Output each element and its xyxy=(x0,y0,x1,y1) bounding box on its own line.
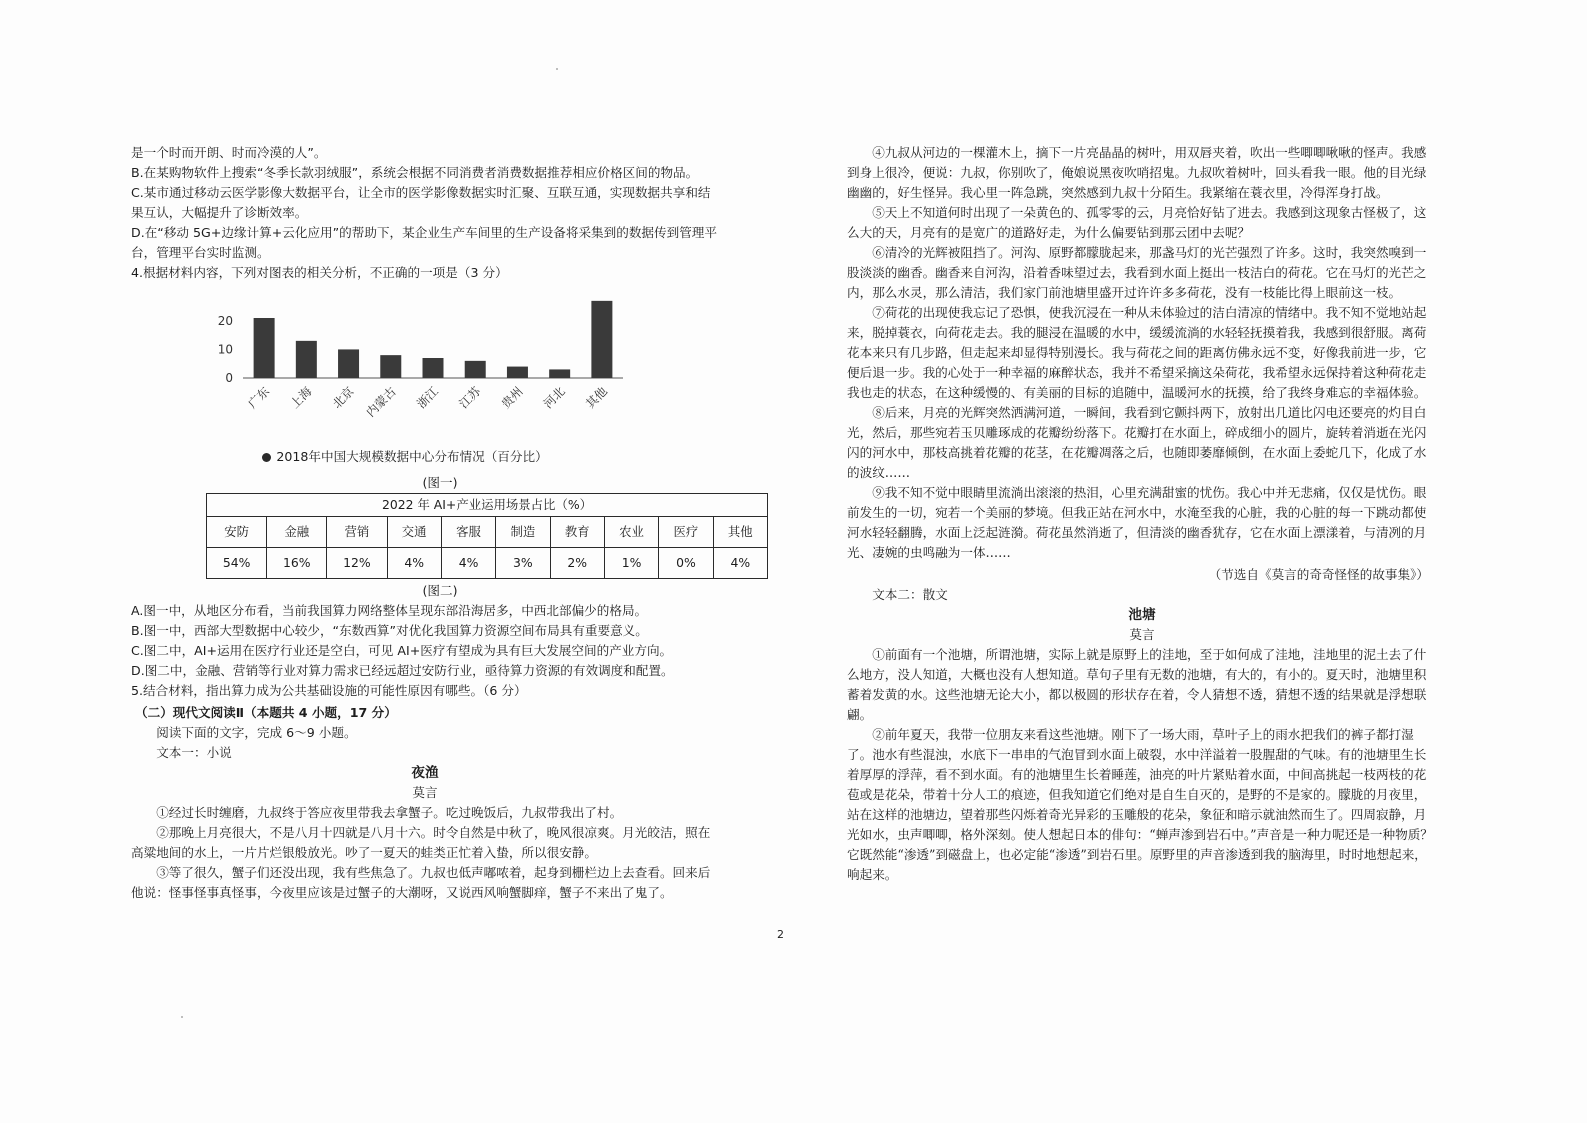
question-4: 4.根据材料内容，下列对图表的相关分析，不正确的一项是（3 分） xyxy=(131,265,508,280)
paragraph: 是一个时而开朗、时而冷漠的人”。 xyxy=(131,145,327,160)
bar-其他 xyxy=(591,301,612,378)
table-value-cell: 4% xyxy=(387,548,441,579)
option-c: C.某市通过移动云医学影像大数据平台，让全市的医学影像数据实时汇聚、互联互通，实现数据共享和结果互认，大幅提升了诊断效率。 xyxy=(131,185,711,220)
story-title: 夜渔 xyxy=(411,765,439,781)
table-header-cell: 教育 xyxy=(550,517,604,548)
table-header-cell: 其他 xyxy=(713,517,767,548)
story-author: 莫言 xyxy=(412,785,438,800)
table-value-cell: 4% xyxy=(713,548,767,579)
ai-industry-table xyxy=(206,493,768,579)
question-5: 5.结合材料，指出算力成为公共基础设施的可能性原因有哪些。（6 分） xyxy=(131,683,527,698)
y-tick-label: 20 xyxy=(217,313,233,328)
story-paragraph: ⑧后来，月亮的光辉突然洒满河道，一瞬间，我看到它颤抖两下，放射出几道比闪电还要亮的灼目白光，然后，那些宛若玉贝雕琢成的花瓣纷纷落下。花瓣打在水面上，碎成细小的圆片，旋转着消逝在光闪闪的河水中，那枝高挑着花瓣的花茎，在花瓣凋落之后，也随即萎靡倾倒，在水面上委蛇几下，化成了水的波纹…… xyxy=(847,405,1427,480)
story-paragraph: ⑨我不知不觉中眼睛里流淌出滚滚的热泪，心里充满甜蜜的忧伤。我心中并无悲痛，仅仅是忧伤。眼前发生的一切，宛若一个美丽的梦境。但我正站在河水中，水淹至我的心脏，我的心脏的每一下跳动都使河水轻轻翻腾，水面上泛起涟漪。荷花虽然消逝了，但清淡的幽香犹存，它在水面上漂漾着，与清冽的月光、凄婉的虫鸣融为一体…… xyxy=(847,485,1427,560)
text-label: 文本一：小说 xyxy=(156,745,232,760)
essay-author: 莫言 xyxy=(1129,627,1155,642)
story-paragraph: ⑤天上不知道何时出现了一朵黄色的、孤零零的云，月亮恰好钻了进去。我感到这现象古怪极了，这么大的天，月亮有的是宽广的道路好走，为什么偏要钻到那云团中去呢？ xyxy=(847,205,1427,240)
x-tick-label: 其他 xyxy=(583,384,611,412)
story-paragraph: ②那晚上月亮很大，不是八月十四就是八月十六。时令自然是中秋了，晚风很凉爽。月光皎洁，照在高粱地间的水上，一片片烂银般放光。吵了一夏天的蛙类正忙着入蛰，所以很安静。 xyxy=(131,825,711,860)
essay-title: 池塘 xyxy=(1128,607,1156,623)
figure2-caption: (图二) xyxy=(422,583,458,598)
y-tick-label: 10 xyxy=(217,342,233,357)
bar-北京 xyxy=(338,349,359,378)
bar-上海 xyxy=(296,341,317,378)
table-header-cell: 交通 xyxy=(387,517,441,548)
y-tick-label: 0 xyxy=(225,371,233,385)
x-tick-label: 江苏 xyxy=(456,384,484,412)
bar-内蒙古 xyxy=(380,355,401,378)
page-number: 2 xyxy=(777,928,784,941)
table-header-cell: 制造 xyxy=(496,517,550,548)
table-header-cell: 农业 xyxy=(604,517,658,548)
chart-legend xyxy=(91,447,719,467)
table-value-row xyxy=(207,548,768,579)
bar-浙江 xyxy=(423,358,444,378)
table-header-cell: 安防 xyxy=(207,517,267,548)
option-a: A.图一中，从地区分布看，当前我国算力网络整体呈现东部沿海居多，中西北部偏少的格局。 xyxy=(131,603,648,618)
x-tick-label: 河北 xyxy=(540,384,568,412)
right-column xyxy=(847,143,1437,885)
story-paragraph: ③等了很久，蟹子们还没出现，我有些焦急了。九叔也低声嘟哝着，起身到栅栏边上去查看。回来后他说：怪事怪事真怪事，今夜里应该是过蟹子的大潮呀，又说西风响蟹脚痒，蟹子不来出了鬼了。 xyxy=(131,865,711,900)
table-value-cell: 4% xyxy=(441,548,495,579)
section-heading: （二）现代文阅读Ⅱ（本题共 4 小题，17 分） xyxy=(135,705,397,720)
table-value-cell: 2% xyxy=(550,548,604,579)
essay-paragraph: ②前年夏天，我带一位朋友来看这些池塘。刚下了一场大雨，草叶子上的雨水把我们的裤子都打湿了。池水有些混浊，水底下一串串的气泡冒到水面上破裂，水中洋溢着一股腥甜的气味。有的池塘里生长着厚厚的浮萍，看不到水面。有的池塘里生长着睡莲，油亮的叶片紧贴着水面，中间高挑起一枝两枝的花苞或是花朵，带着十分人工的痕迹，但我知道它们绝对是自生自灭的，是野的不是家的。朦胧的月夜里，站在这样的池塘边，望着那些闪烁着奇光异彩的玉雕般的花朵，象征和暗示就油然而生了。四周寂静，月光如水，虫声唧唧，格外深刻。使人想起日本的俳句：“蝉声渗到岩石中。”声音是一种力呢还是一种物质？它既然能“渗透”到磁盘上，也必定能“渗透”到岩石里。原野里的声音渗透到我的脑海里，时时地想起来，响起来。 xyxy=(847,727,1433,882)
table-value-cell: 0% xyxy=(659,548,713,579)
source-note: （节选自《莫言的奇奇怪怪的故事集》） xyxy=(1208,567,1429,582)
figure1-caption: (图一) xyxy=(422,475,458,490)
option-d: D.在“移动 5G+边缘计算+云化应用”的帮助下，某企业生产车间里的生产设备将采集到的数据传到管理平台，管理平台实时监测。 xyxy=(131,225,717,260)
table-value-cell: 12% xyxy=(327,548,387,579)
bar-chart xyxy=(201,291,631,441)
option-d: D.图二中，金融、营销等行业对算力需求已经远超过安防行业，亟待算力资源的有效调度和配置。 xyxy=(131,663,674,678)
table-header-cell: 医疗 xyxy=(659,517,713,548)
story-paragraph: ①经过长时缠磨，九叔终于答应夜里带我去拿蟹子。吃过晚饭后，九叔带我出了村。 xyxy=(156,805,623,820)
story-paragraph: ⑥清冷的光辉被阻挡了。河沟、原野都朦胧起来，那盏马灯的光芒强烈了许多。这时，我突然嗅到一股淡淡的幽香。幽香来自河沟，沿着香味望过去，我看到水面上挺出一枝洁白的荷花。它在马灯的光芒之内，那么水灵，那么清洁，我们家门前池塘里盛开过许许多多荷花，没有一枝能比得上眼前这一枝。 xyxy=(847,245,1427,300)
legend-dot-icon xyxy=(262,453,271,462)
bar-江苏 xyxy=(465,361,486,378)
table-header-cell: 金融 xyxy=(267,517,327,548)
table-value-cell: 16% xyxy=(267,548,327,579)
x-tick-label: 贵州 xyxy=(498,384,526,412)
story-paragraph: ⑦荷花的出现使我忘记了恐惧，使我沉浸在一种从未体验过的洁白清凉的情绪中。我不知不觉地站起来，脱掉蓑衣，向荷花走去。我的腿浸在温暖的水中，缓缓流淌的水轻轻抚摸着我，我感到很舒服。离荷花本来只有几步路，但走起来却显得特别漫长。我与荷花之间的距离仿佛永远不变，好像我前进一步，它便后退一步。我的心处于一种幸福的麻醉状态，我并不希望采摘这朵荷花，我希望永远保持着这种荷花走我也走的状态，在这种缓慢的、有美丽的目标的追随中，温暖河水的抚摸，给了我终身难忘的幸福体验。 xyxy=(847,305,1427,400)
x-tick-label: 北京 xyxy=(329,384,357,412)
table-header-row xyxy=(207,517,768,548)
table-value-cell: 54% xyxy=(207,548,267,579)
option-b: B.图一中，西部大型数据中心较少，“东数西算”对优化我国算力资源空间布局具有重要意义。 xyxy=(131,623,648,638)
essay-paragraph: ①前面有一个池塘，所谓池塘，实际上就是原野上的洼地，至于如何成了洼地，洼地里的泥土去了什么地方，没人知道，大概也没有人想知道。草句子里有无数的池塘，有大的，有小的。夏天时，池塘里积蓄着发黄的水。这些池塘无论大小，都以极圆的形状存在着，令人猜想不透，猜想不透的结果就是浮想联翩。 xyxy=(847,647,1427,722)
table-value-cell: 3% xyxy=(496,548,550,579)
instructions: 阅读下面的文字，完成 6～9 小题。 xyxy=(156,725,357,740)
bar-河北 xyxy=(549,369,570,378)
text-label: 文本二：散文 xyxy=(872,587,948,602)
table-value-cell: 1% xyxy=(604,548,658,579)
x-tick-label: 内蒙古 xyxy=(363,384,399,420)
legend-text: 2018年中国大规模数据中心分布情况（百分比） xyxy=(276,449,548,464)
scan-speck xyxy=(556,68,558,70)
option-c: C.图二中，AI+运用在医疗行业还是空白，可见 AI+医疗有望成为具有巨大发展空间的产业方向。 xyxy=(131,643,673,658)
table-header-cell: 营销 xyxy=(327,517,387,548)
option-b: B.在某购物软件上搜索“冬季长款羽绒服”，系统会根据不同消费者消费数据推荐相应价格区间的物品。 xyxy=(131,165,699,180)
scan-speck xyxy=(181,1016,183,1018)
x-tick-label: 广东 xyxy=(245,384,273,412)
left-column xyxy=(131,143,753,903)
table-header-cell: 客服 xyxy=(441,517,495,548)
bar-贵州 xyxy=(507,367,528,378)
x-tick-label: 浙江 xyxy=(414,384,442,412)
bar-广东 xyxy=(254,318,275,378)
x-tick-label: 上海 xyxy=(287,384,315,412)
story-paragraph: ④九叔从河边的一棵灌木上，摘下一片亮晶晶的树叶，用双唇夹着，吹出一些唧唧啾啾的怪声。我感到身上很冷，便说：九叔，你别吹了，俺娘说黑夜吹哨招鬼。九叔吹着树叶，回头看我一眼。他的目光绿幽幽的，好生怪异。我心里一阵急跳，突然感到九叔十分陌生。我紧缩在蓑衣里，冷得浑身打战。 xyxy=(847,145,1427,200)
table-title: 2022 年 AI+产业运用场景占比（%） xyxy=(207,494,768,517)
